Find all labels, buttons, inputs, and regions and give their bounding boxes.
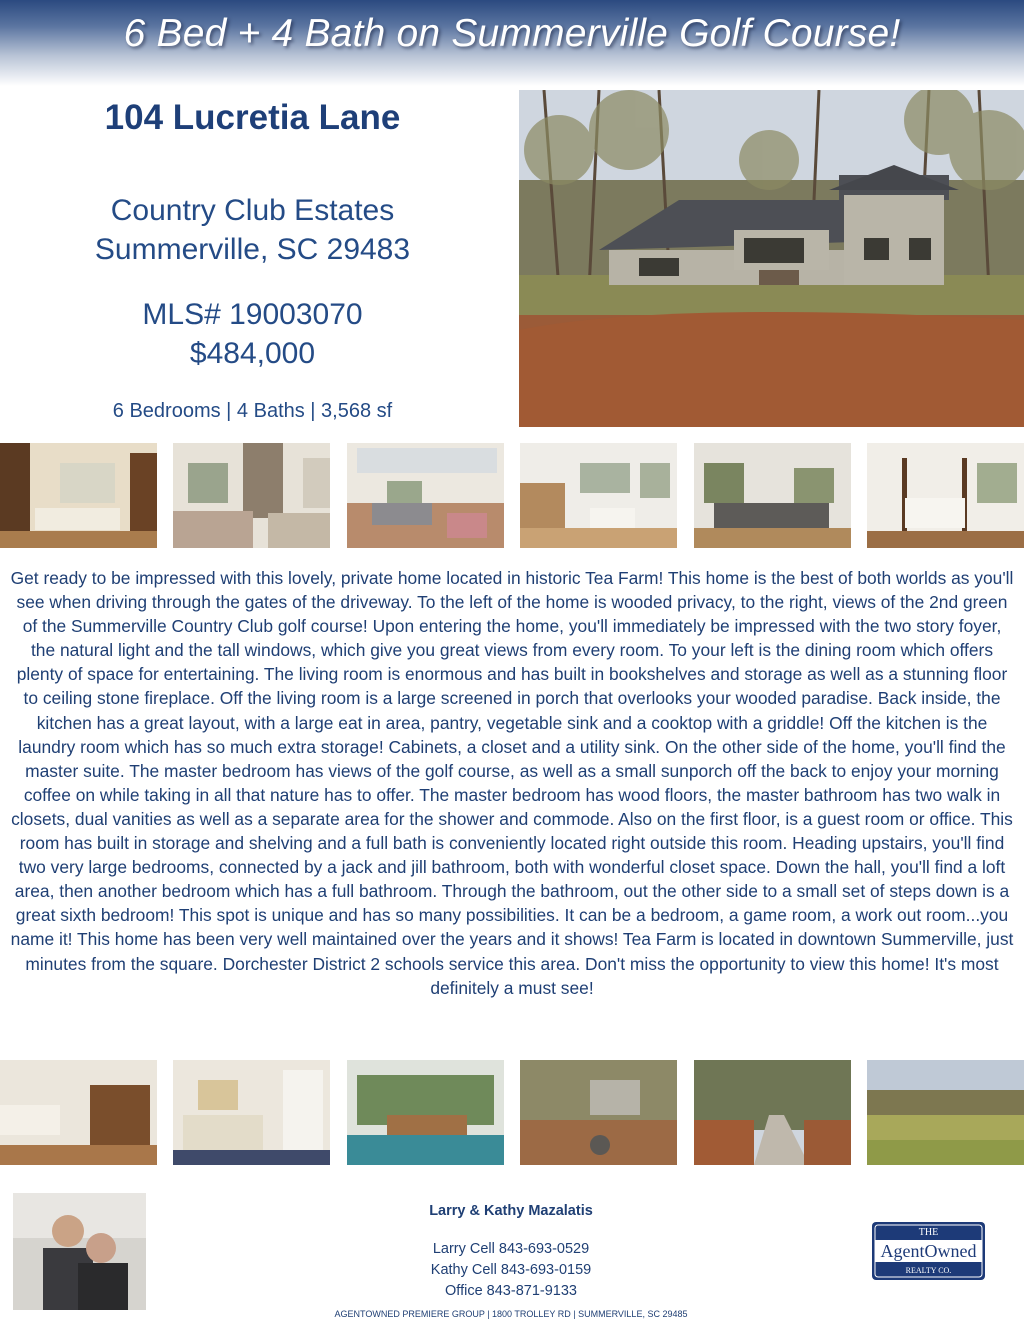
thumb-master-bathroom [173, 1060, 330, 1165]
listing-subdivision: Country Club Estates [110, 194, 395, 227]
logo-line2: AgentOwned [880, 1241, 977, 1261]
thumb-dining-room [0, 443, 157, 548]
thumb-great-room [347, 443, 504, 548]
agent-names: Larry & Kathy Mazalatis [429, 1203, 593, 1219]
thumb-living-room [173, 443, 330, 548]
agent-photo [13, 1193, 146, 1310]
listing-mls: MLS# 19003070 [142, 298, 363, 331]
thumb-screened-porch [347, 1060, 504, 1165]
footer-address: AGENTOWNED PREMIERE GROUP | 1800 TROLLEY RD | SUMMERVILLE, SC 29485 [334, 1309, 688, 1319]
logo-line1: THE [918, 1227, 939, 1238]
header-banner [0, 0, 1024, 86]
listing-address: 104 Lucretia Lane [104, 98, 401, 137]
hero-photo-house [519, 90, 1024, 427]
thumb-kitchen-island [694, 443, 851, 548]
thumb-kitchen [520, 443, 677, 548]
thumb-gated-driveway [694, 1060, 851, 1165]
thumb-backyard-patio [520, 1060, 677, 1165]
office-phone: Office 843-871-9133 [445, 1283, 577, 1299]
agentowned-logo [872, 1222, 985, 1280]
thumb-golf-course [867, 1060, 1024, 1165]
kathy-cell: Kathy Cell 843-693-0159 [430, 1262, 592, 1278]
property-description: Get ready to be impressed with this lovely, private home located in historic Tea Farm! This home is the best of both worlds as you'll see when driving through the gates of the driveway. To the left of the home is wooded privacy, to the right, views of the 2nd green of the Summerville Country Club golf course! Upon entering the home, you'll immediately be impressed with the two story foyer, the natural light and the tall windows, which give you great views from every room. To your left is the dining room which offers plenty of space for entertaining. The living room is enormous and has built in bookshelves and storage as well as a stunning floor to ceiling stone fireplace. Off the living room is a large screened in porch that overlooks your wooded paradise. Back inside, the kitchen has a great layout, with a large eat in area, pantry, vegetable sink and a cooktop with a griddle! Off the kitchen is the laundry room which has so much extra storage! Cabinets, a closet and a utility sink. On the other side of the home, you'll find the master suite. The master bedroom has views of the golf course, as well as a small sunporch off the back to enjoy your morning coffee on while taking in all that nature has to offer. The master bedroom has wood floors, the master bathroom has two walk in closets, dual vanities as well as a separate area for the shower and commode. Also on the first floor, is a guest room or office. This room has built in storage and shelving and a full bath is conveniently located right outside this room. Heading upstairs, you'll find two very large bedrooms, connected by a jack and jill bathroom, both with wonderful closet space. Down the hall, you'll find a loft area, then another bedroom which has a full bathroom. Through the bathroom, out the other side to a small set of steps down is a great sixth bedroom! This spot is unique and has so many possibilities. It can be a bedroom, a game room, a work out room...you name it! This home has been very well maintained over the years and it shows! Tea Farm is located in downtown Summerville, just minutes from the square. Dorchester District 2 schools service this area. Don't miss the opportunity to view this home! It's most definitely a must see! [10, 568, 1014, 998]
thumb-bedroom-bookshelves [0, 1060, 157, 1165]
banner-title: 6 Bed + 4 Bath on Summerville Golf Course! [123, 12, 901, 55]
listing-price: $484,000 [189, 337, 316, 370]
listing-summary: 6 Bedrooms | 4 Baths | 3,568 sf [112, 400, 393, 422]
larry-cell: Larry Cell 843-693-0529 [432, 1241, 590, 1257]
thumb-master-bedroom [867, 443, 1024, 548]
logo-line3: REALTY CO. [905, 1266, 952, 1275]
listing-city: Summerville, SC 29483 [94, 233, 411, 266]
